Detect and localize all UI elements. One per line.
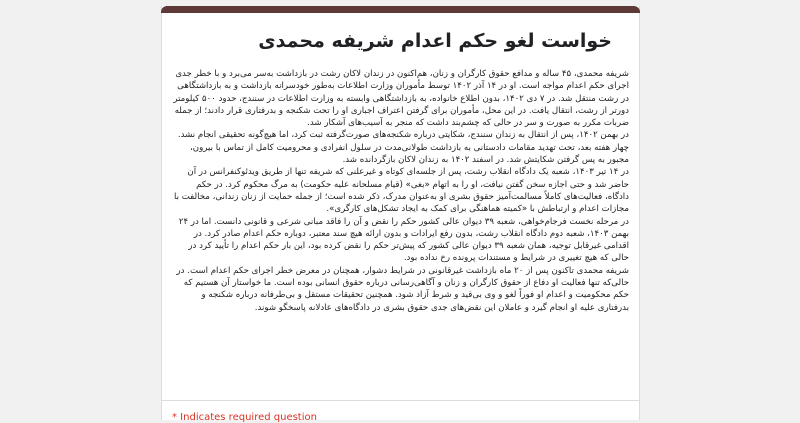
description-paragraph: در مرحله نخست فرجام‌خواهی، شعبه ۳۹ دیوان عالی کشور حکم را نقض و آن را فاقد مبانی شرعی و قانونی دانست. اما در ۲۴ بهمن ۱۴۰۳، شعبه دوم دادگاه انقلاب رشت، بدون رفع ایرادات و بدون ارائه هیچ سند معتبر، دوباره حکم اعدام صادر کرد. در اقدامی غیرقابل توجیه، همان شعبه ۳۹ دیوان عالی کشور که پیش‌تر حکم را نقض کرده بود، این بار حکم اعدام را تأیید کرد در حالی که هیچ تغییری در شرایط و مستندات پرونده رخ نداده بود. (178, 216, 629, 264)
form-title: خواست لغو حکم اعدام شریفه محمدی (258, 30, 612, 52)
form-description (172, 68, 629, 314)
description-paragraph: شریفه محمدی تا‌کنون پس از ۲۰ ماه بازداشت غیرقانونی در شرایط دشوار، همچنان در معرض خطر اجرای حکم اعدام است. در حالی‌که تنها فعالیت او دفاع از حقوق کارگران و زنان و آگاهی‌رسانی درباره حقوق انسانی بوده است. ما خواستار آن هستیم که حکم محکومیت و اعدام او فوراً لغو و وی بی‌قید و شرط آزاد شود. همچنین تحقیقات مستقل و بی‌طرفانه درباره شکنجه و بدرفتاری علیه او انجام گیرد و عاملان این نقض‌های جدی حقوق بشری در دادگاه‌های عادلانه پاسخگو شوند. (176, 265, 629, 313)
form-header-card (161, 6, 640, 423)
description-paragraph: در بهمن ۱۴۰۲، پس از انتقال به زندان سنندج، شکایتی درباره شکنجه‌های صورت‌گرفته ثبت کرد، اما هیچ‌گونه تحقیقی انجام نشد. چهار هفته بعد، تحت تهدید مقامات دادستانی به بازداشت طولانی‌مدت در سلول انفرادی و محرومیت کامل از تماس با بیرون، مجبور به پس گرفتن شکایتش شد. در اسفند ۱۴۰۲ به زندان لاکان بازگردانده شد. (177, 130, 629, 166)
card-divider (162, 400, 639, 401)
description-paragraph: شریفه محمدی، ۴۵ ساله و مدافع حقوق کارگران و زنان، هم‌اکنون در زندان لاکان رشت در بازداشت به‌سر می‌برد و با خطر جدی اجرای حکم اعدام مواجه است. او در ۱۴ آذر ۱۴۰۲ توسط مأموران وزارت اطلاعات به‌طور خودسرانه بازداشت و به بازداشتگاهی در رشت منتقل شد. در ۷ دی ۱۴۰۲، بدون اطلاع خانواده، به بازداشتگاهی وابسته به وزارت اطلاعات در سنندج، حدود ۵۰۰ کیلومتر دورتر از رشت، انتقال یافت. در این محل، مأموران برای گرفتن اعتراف اجباری او را تحت شکنجه و بدرفتاری قرار دادند؛ از جمله ضربات مکرر به صورت و سر در حالی که چشم‌بند داشت که منجر به آسیب‌های آشکار شد. (173, 69, 629, 129)
header-accent-bar (161, 6, 640, 13)
description-paragraph: در ۱۴ تیر ۱۴۰۳، شعبه یک دادگاه انقلاب رشت، پس از جلسه‌ای کوتاه و غیرعلنی که شریفه تنها از طریق ویدئوکنفرانس در آن حاضر شد و حتی اجازه سخن گفتن نیافت، او را به اتهام «بغی» (قیام مسلحانه علیه حکومت) به مرگ محکوم کرد. در حکم دادگاه، فعالیت‌های کاملاً مسالمت‌آمیز حقوق بشری او به‌عنوان مدرک، ذکر شده است؛ از جمله حمایت از زنان زندانی، مخالفت با مجازات اعدام و ارتباطش با «کمیته هماهنگی برای کمک به ایجاد تشکل‌های کارگری». (173, 167, 629, 215)
required-question-note: * Indicates required question (172, 412, 317, 423)
